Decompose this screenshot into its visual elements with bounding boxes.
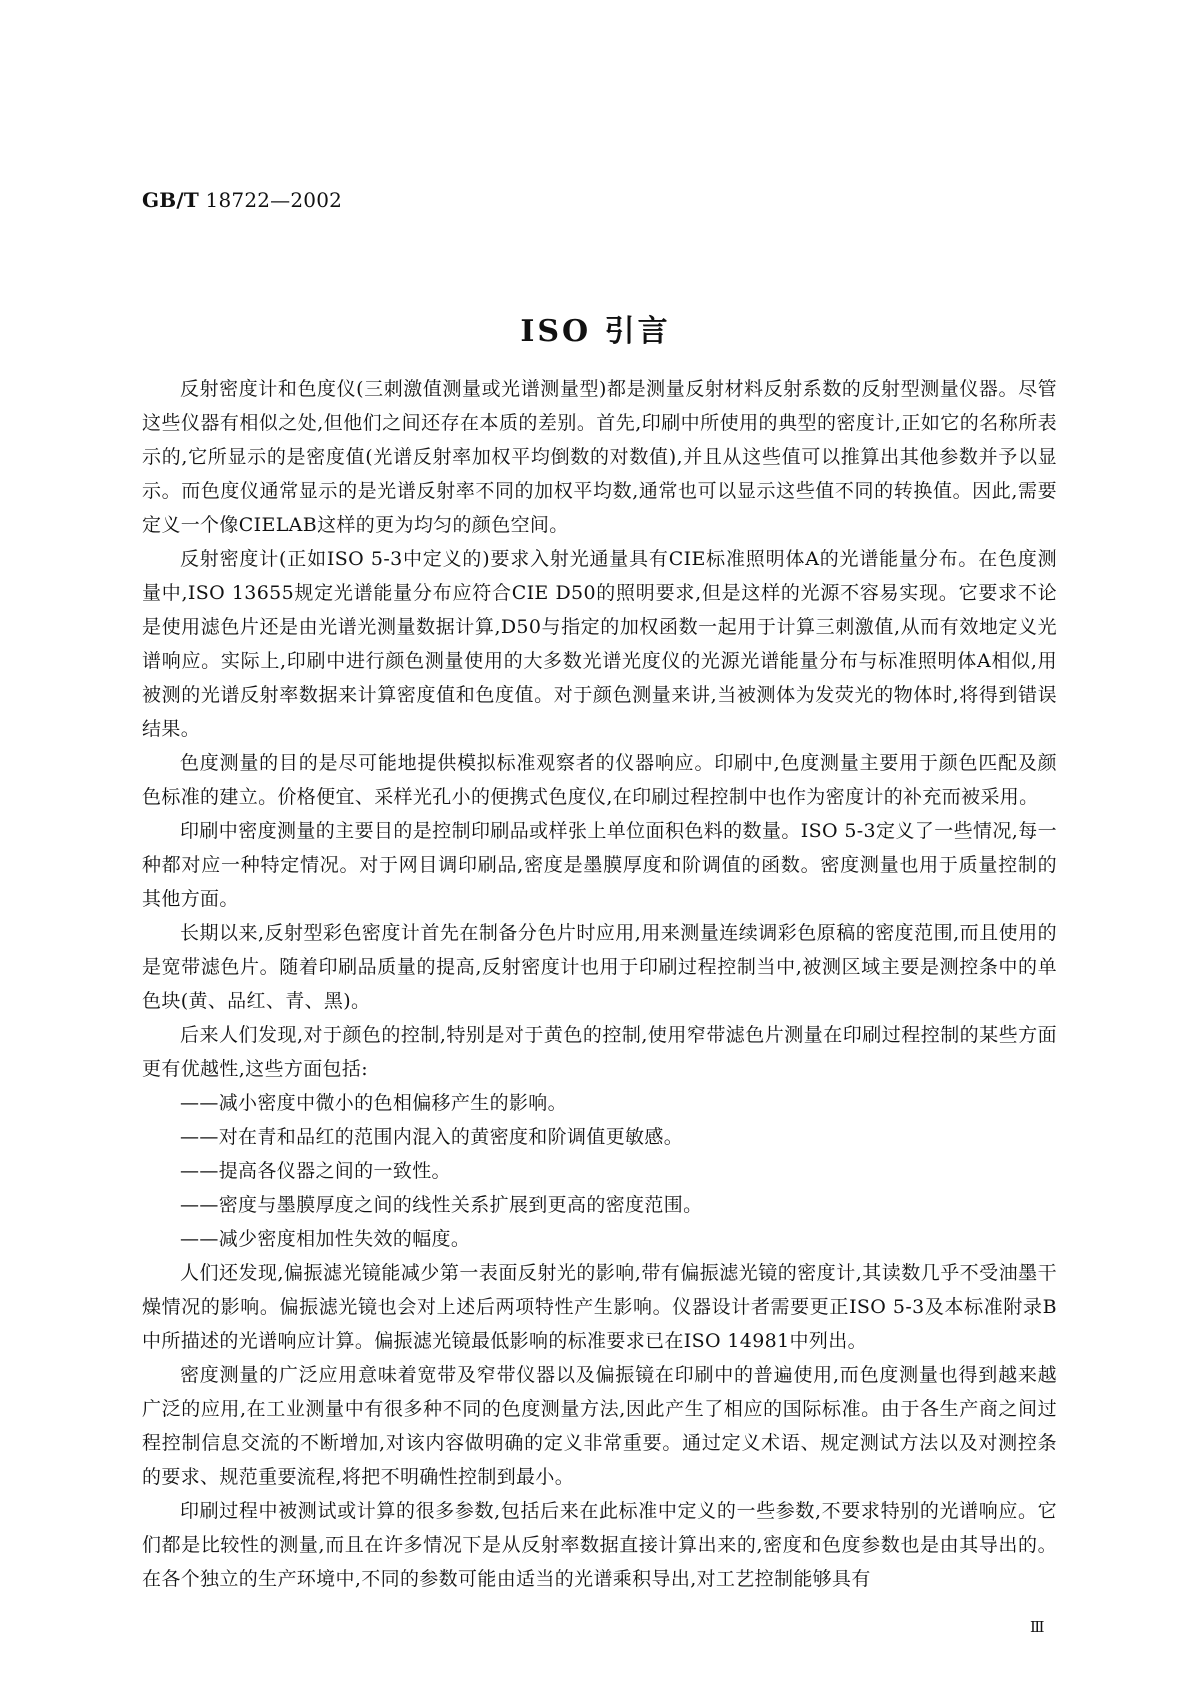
paragraph: 反射密度计和色度仪(三刺激值测量或光谱测量型)都是测量反射材料反射系数的反射型测量仪器。尽管这些仪器有相似之处,但他们之间还存在本质的差别。首先,印刷中所使用的典型的密度计,正如它的名称所表示的,它所显示的是密度值(光谱反射率加权平均倒数的对数值),并且从这些值可以推算出其他参数并予以显示。而色度仪通常显示的是光谱反射率不同的加权平均数,通常也可以显示这些值不同的转换值。因此,需要定义一个像CIELAB这样的更为均匀的颜色空间。 <box>142 378 1057 536</box>
paragraph: 后来人们发现,对于颜色的控制,特别是对于黄色的控制,使用窄带滤色片测量在印刷过程控制的某些方面更有优越性,这些方面包括: <box>142 1024 1057 1080</box>
list-item: ——提高各仪器之间的一致性。 <box>180 1160 451 1182</box>
paragraph: 人们还发现,偏振滤光镜能减少第一表面反射光的影响,带有偏振滤光镜的密度计,其读数几乎不受油墨干燥情况的影响。偏振滤光镜也会对上述后两项特性产生影响。仪器设计者需要更正ISO 5-3及本标准附录B中所描述的光谱响应计算。偏振滤光镜最低影响的标准要求已在ISO 14981中列出。 <box>142 1262 1057 1352</box>
list-item: ——密度与墨膜厚度之间的线性关系扩展到更高的密度范围。 <box>180 1194 703 1216</box>
standard-number: 18722—2002 <box>205 188 343 212</box>
paragraph: 印刷过程中被测试或计算的很多参数,包括后来在此标准中定义的一些参数,不要求特别的光谱响应。它们都是比较性的测量,而且在许多情况下是从反射率数据直接计算出来的,密度和色度参数也是由其导出的。在各个独立的生产环境中,不同的参数可能由适当的光谱乘积导出,对工艺控制能够具有 <box>142 1500 1057 1590</box>
standard-code <box>142 188 342 212</box>
list-item: ——减小密度中微小的色相偏移产生的影响。 <box>180 1092 568 1114</box>
body-text <box>142 372 1057 1596</box>
list-item: ——对在青和品红的范围内混入的黄密度和阶调值更敏感。 <box>180 1126 684 1148</box>
paragraph: 密度测量的广泛应用意味着宽带及窄带仪器以及偏振镜在印刷中的普遍使用,而色度测量也得到越来越广泛的应用,在工业测量中有很多种不同的色度测量方法,因此产生了相应的国际标准。由于各生产商之间过程控制信息交流的不断增加,对该内容做明确的定义非常重要。通过定义术语、规定测试方法以及对测控条的要求、规范重要流程,将把不明确性控制到最小。 <box>142 1364 1057 1488</box>
paragraph: 长期以来,反射型彩色密度计首先在制备分色片时应用,用来测量连续调彩色原稿的密度范围,而且使用的是宽带滤色片。随着印刷品质量的提高,反射密度计也用于印刷过程控制当中,被测区域主要是测控条中的单色块(黄、品红、青、黑)。 <box>142 922 1057 1012</box>
page-title: ISO 引言 <box>520 314 671 349</box>
paragraph: 反射密度计(正如ISO 5-3中定义的)要求入射光通量具有CIE标准照明体A的光谱能量分布。在色度测量中,ISO 13655规定光谱能量分布应符合CIE D50的照明要求,但是这样的光源不容易实现。它要求不论是使用滤色片还是由光谱光测量数据计算,D50与指定的加权函数一起用于计算三刺激值,从而有效地定义光谱响应。实际上,印刷中进行颜色测量使用的大多数光谱光度仪的光源光谱能量分布与标准照明体A相似,用被测的光谱反射率数据来计算密度值和色度值。对于颜色测量来讲,当被测体为发荧光的物体时,将得到错误结果。 <box>142 548 1057 740</box>
page-number: Ⅲ <box>1030 1618 1045 1636</box>
list-item: ——减少密度相加性失效的幅度。 <box>180 1228 471 1250</box>
standard-prefix: GB/T <box>142 188 199 212</box>
paragraph: 色度测量的目的是尽可能地提供模拟标准观察者的仪器响应。印刷中,色度测量主要用于颜色匹配及颜色标准的建立。价格便宜、采样光孔小的便携式色度仪,在印刷过程控制中也作为密度计的补充而被采用。 <box>142 752 1057 808</box>
paragraph: 印刷中密度测量的主要目的是控制印刷品或样张上单位面积色料的数量。ISO 5-3定义了一些情况,每一种都对应一种特定情况。对于网目调印刷品,密度是墨膜厚度和阶调值的函数。密度测量也用于质量控制的其他方面。 <box>142 820 1057 910</box>
